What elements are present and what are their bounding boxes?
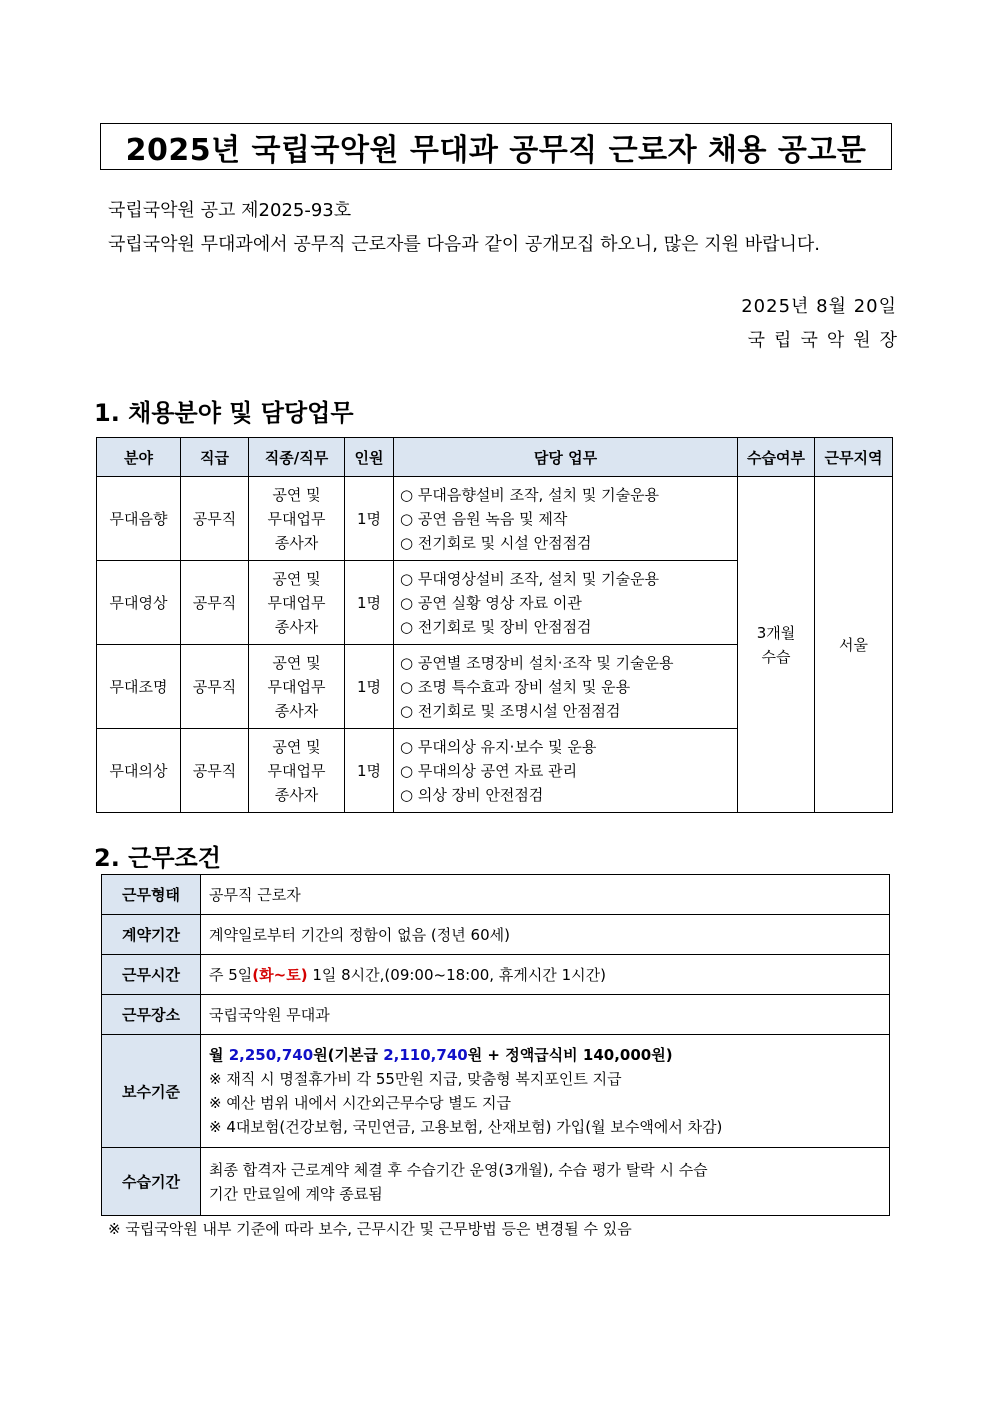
work-hours-suffix: 1일 8시간,(09:00~18:00, 휴게시간 1시간) [307,965,606,984]
condition-value: 계약일로부터 기간의 정함이 없음 (정년 60세) [201,915,890,955]
work-days-prefix: 주 5일 [209,965,253,984]
duty-item: ○ 공연 음원 녹음 및 제작 [400,509,568,528]
duty-item: ○ 무대영상설비 조작, 설치 및 기술운용 [400,569,660,588]
condition-row [102,995,890,1035]
table-header-row [97,438,893,477]
section2-title: 2. 근무조건 [94,844,221,872]
pay-text: 원 + 정액급식비 140,000원) [467,1046,673,1064]
location-cell: 서울 [815,477,893,813]
header-job: 직종/직무 [249,438,345,477]
field-cell: 무대의상 [97,729,181,813]
table-row [97,477,893,561]
probation-line: 3개월 [756,623,796,642]
job-cell [249,561,345,645]
duty-cell [394,561,738,645]
job-line: 공연 및 [272,485,321,504]
duty-item: ○ 전기회로 및 장비 안점점검 [400,617,592,636]
job-line: 공연 및 [272,737,321,756]
intro-text: 국립국악원 무대과에서 공무직 근로자를 다음과 같이 공개모집 하오니, 많은 지원 바랍니다. [108,234,821,255]
condition-value: 국립국악원 무대과 [201,995,890,1035]
condition-value: 공무직 근로자 [201,875,890,915]
duty-item: ○ 공연별 조명장비 설치·조작 및 기술운용 [400,653,674,672]
job-line: 공연 및 [272,653,321,672]
job-cell [249,477,345,561]
section1-title: 1. 채용분야 및 담당업무 [94,399,354,427]
recruitment-table [96,437,893,813]
duty-item: ○ 무대의상 유지·보수 및 운용 [400,737,597,756]
duty-item: ○ 의상 장비 안전점검 [400,785,544,804]
condition-label: 보수기준 [102,1035,201,1148]
page-title: 2025년 국립국악원 무대과 공무직 근로자 채용 공고문 [100,123,892,170]
pay-note: ※ 재직 시 명절휴가비 각 55만원 지급, 맞춤형 복지포인트 지급 [209,1070,622,1088]
conditions-table [101,874,890,1216]
pay-note: ※ 4대보험(건강보험, 국민연금, 고용보험, 산재보험) 가입(월 보수액에서 차감) [209,1118,723,1136]
job-line: 종사자 [274,785,319,804]
condition-label: 근무형태 [102,875,201,915]
condition-row [102,955,890,995]
footnote: ※ 국립국악원 내부 기준에 따라 보수, 근무시간 및 근무방법 등은 변경될 수 있음 [108,1220,632,1238]
header-probation: 수습여부 [738,438,815,477]
duty-item: ○ 전기회로 및 조명시설 안점점검 [400,701,621,720]
count-cell: 1명 [345,645,394,729]
condition-row [102,915,890,955]
job-cell [249,729,345,813]
count-cell: 1명 [345,729,394,813]
duty-item: ○ 공연 실황 영상 자료 이관 [400,593,582,612]
condition-label: 근무시간 [102,955,201,995]
base-amount: 2,110,740 [383,1046,468,1064]
job-cell [249,645,345,729]
signer: 국립국악원장 [747,330,906,351]
probation-text: 최종 합격자 근로계약 체결 후 수습기간 운영(3개월), 수습 평가 탈락 시 수습 [209,1160,708,1179]
duty-item: ○ 전기회로 및 시설 안점점검 [400,533,592,552]
header-grade: 직급 [181,438,249,477]
condition-label: 수습기간 [102,1148,201,1216]
header-field: 분야 [97,438,181,477]
duty-item: ○ 무대의상 공연 자료 관리 [400,761,578,780]
condition-row [102,875,890,915]
header-duty: 담당 업무 [394,438,738,477]
job-line: 무대업무 [267,677,326,696]
duty-item: ○ 무대음향설비 조작, 설치 및 기술운용 [400,485,660,504]
count-cell: 1명 [345,477,394,561]
work-days-highlight: (화~토) [252,965,308,984]
field-cell: 무대조명 [97,645,181,729]
probation-cell [738,477,815,813]
condition-value [201,1148,890,1216]
grade-cell: 공무직 [181,645,249,729]
notice-number: 국립국악원 공고 제2025-93호 [108,200,352,221]
job-line: 무대업무 [267,593,326,612]
field-cell: 무대음향 [97,477,181,561]
condition-row [102,1035,890,1148]
job-line: 공연 및 [272,569,321,588]
duty-item: ○ 조명 특수효과 장비 설치 및 운용 [400,677,631,696]
duty-cell [394,645,738,729]
condition-label: 근무장소 [102,995,201,1035]
condition-value [201,1035,890,1148]
pay-line [209,1043,889,1067]
pay-amount: 2,250,740 [228,1046,314,1064]
header-count: 인원 [345,438,394,477]
pay-text: 원(기본급 [313,1046,384,1064]
probation-line: 수습 [761,647,791,666]
probation-text: 기간 만료일에 계약 종료됨 [209,1184,383,1203]
grade-cell: 공무직 [181,729,249,813]
grade-cell: 공무직 [181,561,249,645]
duty-cell [394,729,738,813]
job-line: 무대업무 [267,509,326,528]
job-line: 종사자 [274,701,319,720]
pay-text: 월 [209,1046,229,1064]
job-line: 종사자 [274,617,319,636]
field-cell: 무대영상 [97,561,181,645]
condition-row [102,1148,890,1216]
header-location: 근무지역 [815,438,893,477]
pay-note: ※ 예산 범위 내에서 시간외근무수당 별도 지급 [209,1094,511,1112]
job-line: 종사자 [274,533,319,552]
notice-date: 2025년 8월 20일 [741,296,897,317]
condition-label: 계약기간 [102,915,201,955]
count-cell: 1명 [345,561,394,645]
job-line: 무대업무 [267,761,326,780]
grade-cell: 공무직 [181,477,249,561]
duty-cell [394,477,738,561]
condition-value [201,955,890,995]
